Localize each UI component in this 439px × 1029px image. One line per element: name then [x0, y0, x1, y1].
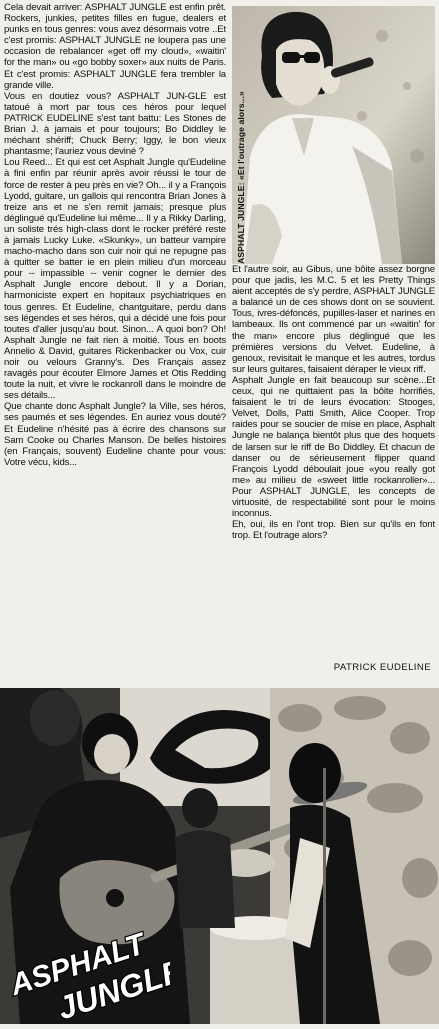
paragraph-stage: Asphalt Jungle en fait beaucoup sur scène...Et ceux, qui ne quittaient pas la bôite horrifiés, faisaient le tri de leurs évocation: Stooges, Velvet, Dolls, Patti Smith, Alice Cooper. Trop raides pour se soucier de mise en place, Asphalt Jungle ne balança bientôt plus que des hoquets de larsen sur le riff de Bo Diddley. Et chacun de danser ou de sérieusement flipper quand François Lyodd déboulait joue «you really got me» au milieu de «sweet little rockanroller»... Pour ASPHALT JUNGLE, les concepts de virtuosité, de respectabilité sont pour le moins inconnus.: [232, 374, 435, 520]
article-left-column: [4, 2, 226, 662]
caption-text: ASPHALT JUNGLE: «Et l'outrage alors...»: [236, 91, 246, 264]
band-logo: [0, 904, 170, 1024]
paragraph-heroes: Vous en doutiez vous? ASPHALT JUN-GLE est tatoué à mort par tous ces héros pour lequel PATRICK EUDELINE s'est tant battu: Les Stones de Brian J. à jamais et pour toujours; Bo Diddley le méchant shériff; Chuck Berry; Iggy, le bon vieux phantasme; l'auriez vous deviné ?: [4, 90, 226, 158]
photo-caption: [232, 6, 250, 264]
asphalt-jungle-logo: [0, 904, 170, 1024]
logo-line-1: ASPHALT: [6, 927, 150, 1003]
paragraph-members: Lou Reed... Et qui est cet Asphalt Jungle qu'Eudeline à fini enfin par réunir après avoir réussi le tour de force de rester à peu près en vie? Oh... il y a François Lyodd, guitare, un gallois qui rencontra Brian Jones à treize ans et ne s'en remit jamais; presque plus déglingué qu'Eudeline lui même... Il y a Rikky Darling, un soliste trés high-class dont le rocker préféré reste à jamais Lucky Luke. «Skunky», un batteur vampire macho-macho dans son cuir noir qui ne repugne pas à quitter se batter ie en plein milieu d'un morceau pour -- impassible -- venir cogner le dernier des Asphalt Jungle encore debout. Il y a Dorian, harmoniciste expert en hopitaux psychiatriques en tous genres. Et Eudeline, chantguitare, perdu dans ses légendes et ses héros, qui a décidé une fois pour toutes d'aller jusqu'au bout. Sinon... A quoi bon? Oh! Asphalt Jungle ne fait rien à moitié. Tous en boots Annelio & David, guitares Rickenbacker ou Vox, cuir noir ou velours Granny's. Des Français assez ravagés pour écouter Elmore James et Otis Redding toute la nuit, et vivre le rockanroll dans le moindre de ses détails...: [4, 157, 226, 402]
author-signature: PATRICK EUDELINE: [333, 662, 431, 673]
paragraph-intro: Cela devait arriver: ASPHALT JUNGLE est enfin prêt. Rockers, junkies, petites filles en fugue, dealers et punks en tous genres: vous avez désormais votre ..Et c'est promis: ASPHALT JUNGLE ne loupera pas une occasion de rebalancer «get off my cloud», «waitin' for the man» ou «go bobby soxer» aux nuits de Paris. Et c'est promis: ASPHALT JUNGLE fera trembler la grande ville.: [4, 2, 226, 91]
paragraph-conclusion: Eh, oui, ils en l'ont trop. Bien sur qu'ils en font trop. Et l'outrage alors?: [232, 519, 435, 542]
article-right-column: [232, 264, 435, 656]
logo-line-2: JUNGLE: [53, 952, 170, 1024]
paragraph-gibus: Et l'autre soir, au Gibus, une bôite assez borgne pour que jadis, les M.C. 5 et les Pretty Things aient acceptés de s'y perdre, ASPHALT JUNGLE a balancé un de ces shows dont on se souvient. Tous, ivres-défoncés, pupilles-laser et narines en lambeaux. Ils ont commencé par un «waitin' for the man» encore plus déglingué que les prémières versions du Velvet. Eudeline, à genoux, revisitait le manque et les autres, tordus sur leurs guitares, faisaient déraper le vieux riff.: [232, 264, 435, 375]
paragraph-songs: Que chante donc Asphalt Jungle? la Ville, ses héros, ses paumés et ses légendes. En auriez vous douté? Et Eudeline n'hésité pas à écrire des chansons sur Sam Cooke ou Charles Manson. De belles histoires (en Français, souvent) Eudeline chante pour vous: Votre vécu, kids...: [4, 401, 226, 468]
singer-photo: [232, 6, 435, 264]
singer-photo-image: [232, 6, 435, 264]
